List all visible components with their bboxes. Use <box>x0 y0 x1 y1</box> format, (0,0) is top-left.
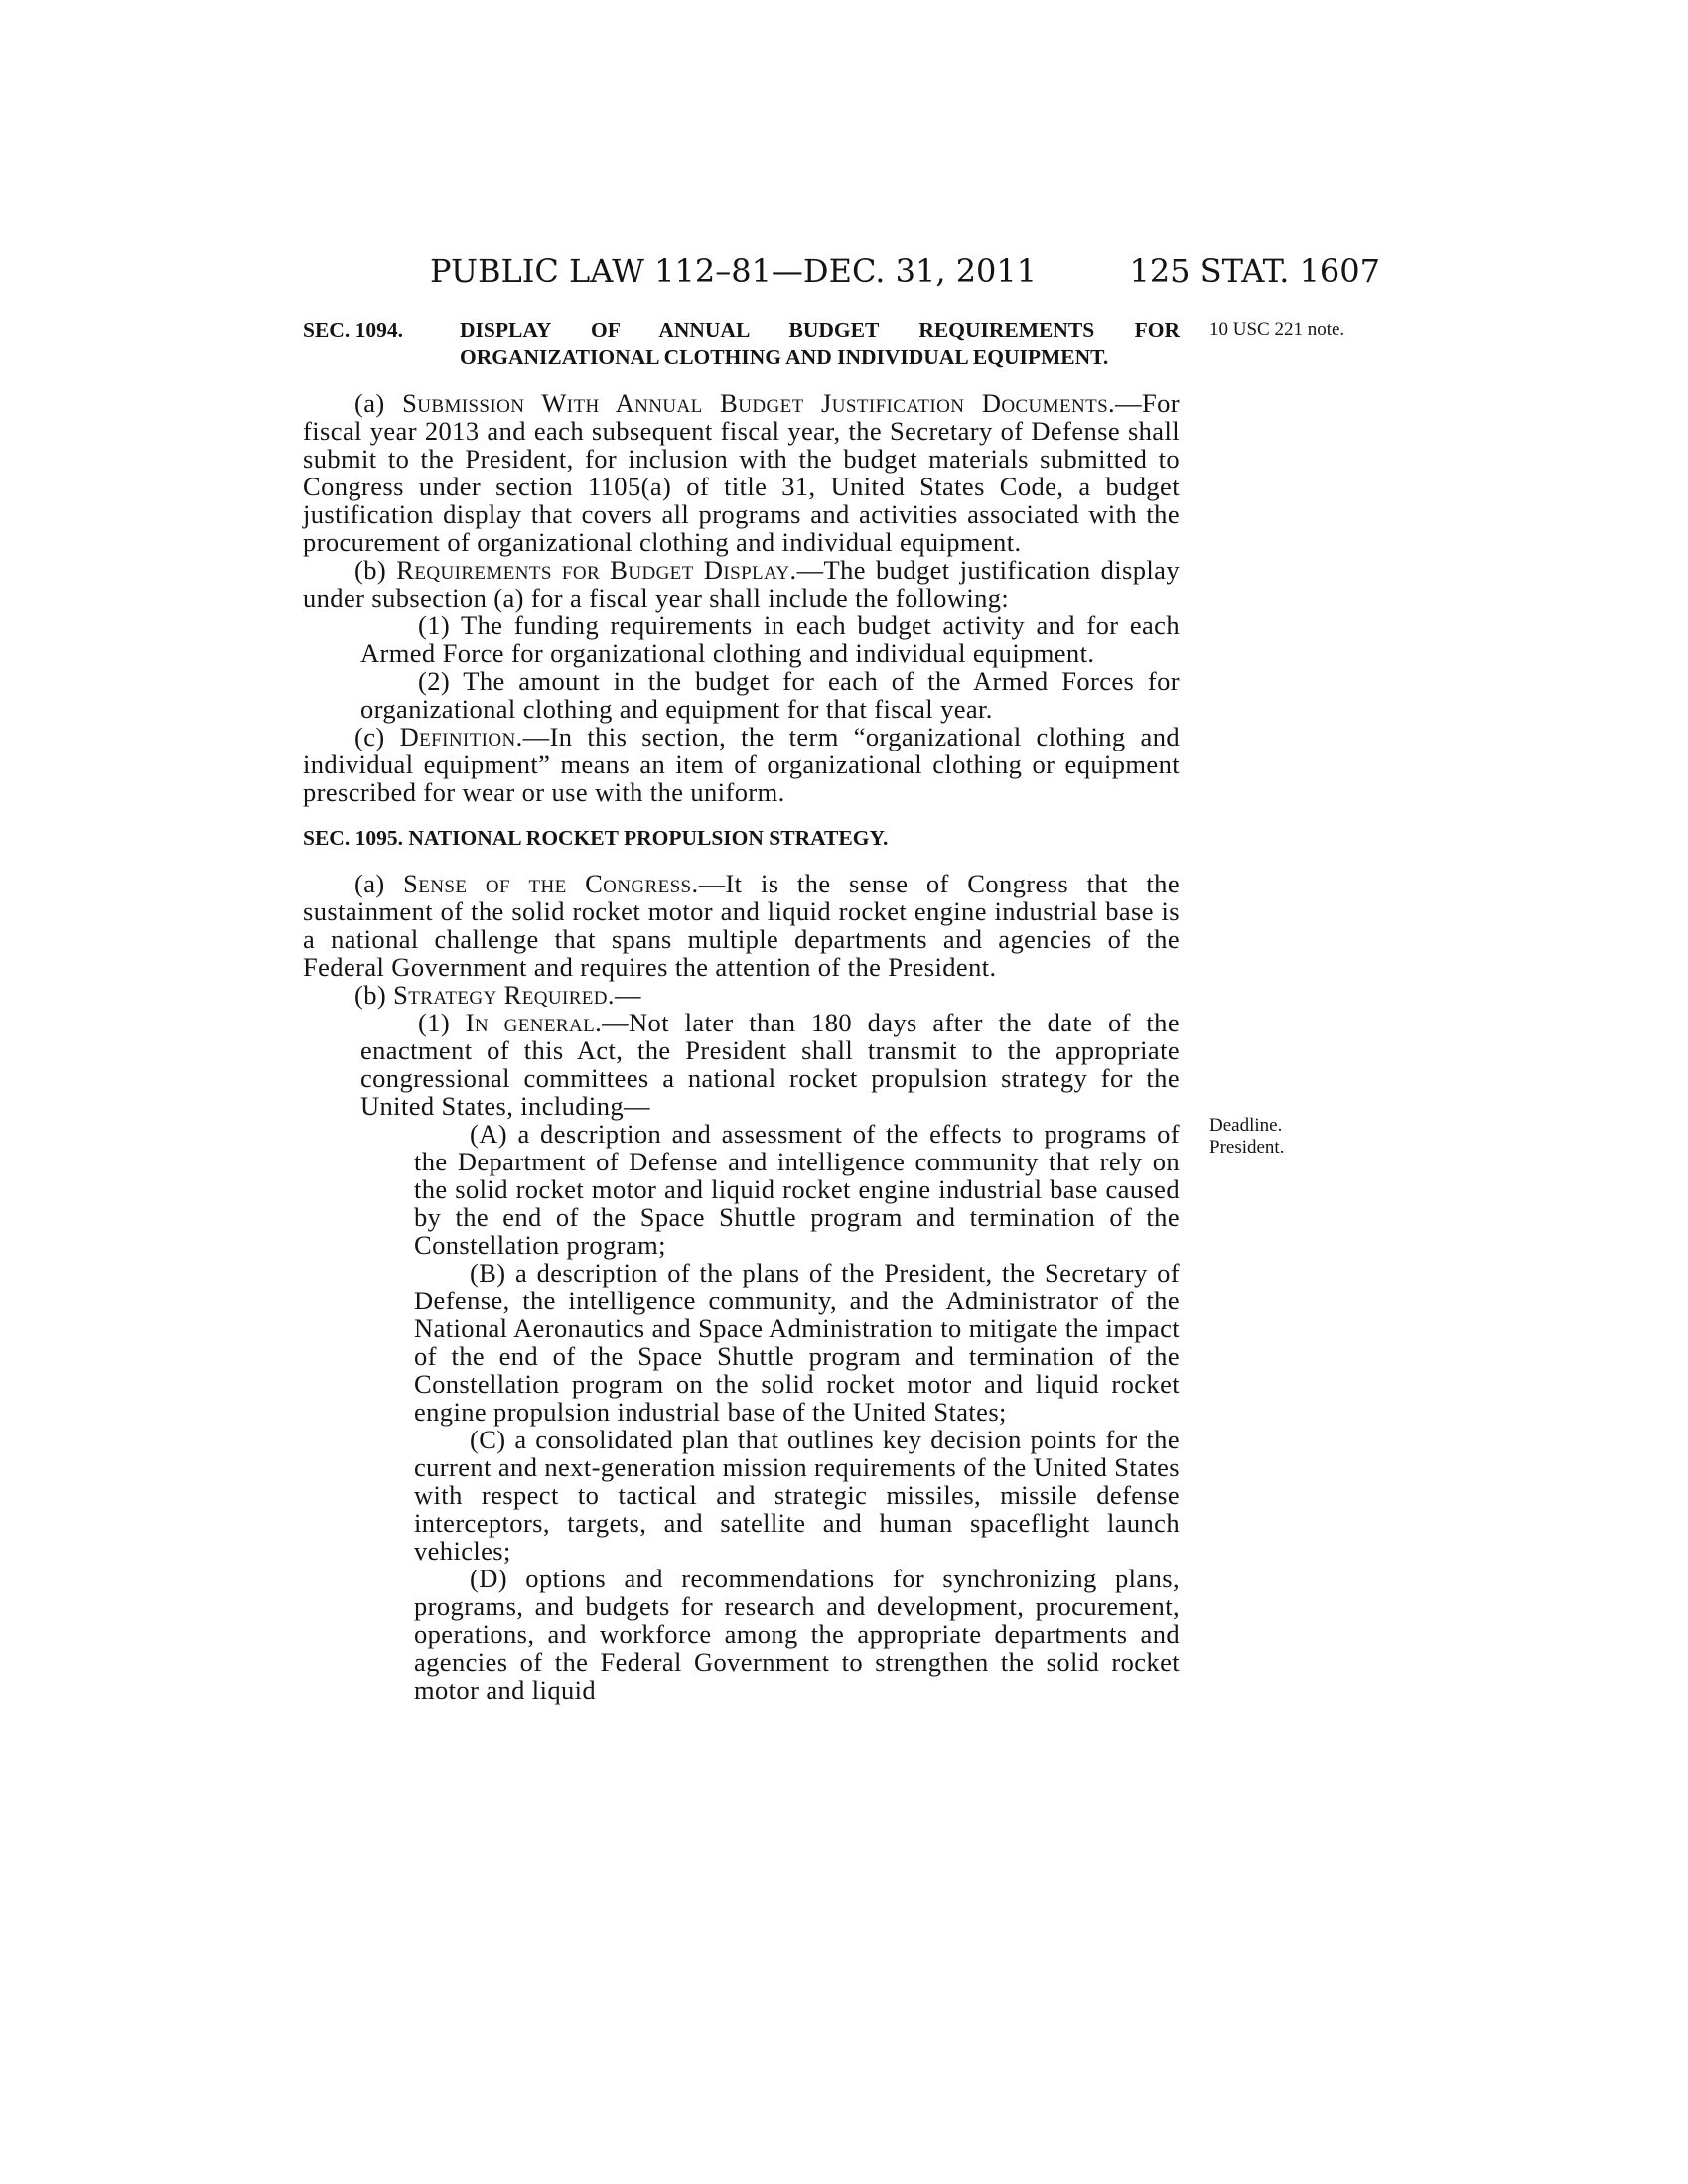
margin-note-usc: 10 USC 221 note. <box>1209 319 1345 340</box>
subsection-heading: Strategy Required. <box>393 980 615 1010</box>
paragraph-heading: In general. <box>465 1008 603 1037</box>
section-1095-heading: SEC. 1095. NATIONAL ROCKET PROPULSION STRATEGY. <box>303 826 889 850</box>
main-column <box>303 316 1180 1704</box>
margin-note-deadline: Deadline. <box>1209 1115 1283 1136</box>
sec-1095-subsection-a <box>303 870 1180 981</box>
subsection-heading: Requirements for Budget Display. <box>396 555 797 585</box>
subsection-text: —In this section, the term “organizational clothing and individual equipment” means an item of organizational clothing or equipment prescribed for wear or use with the uniform. <box>303 722 1180 807</box>
running-title: PUBLIC LAW 112–81—DEC. 31, 2011 <box>430 252 1038 290</box>
subsection-heading: Submission With Annual Budget Justification Documents. <box>402 388 1116 418</box>
sec-1094-paragraph-b2: (2) The amount in the budget for each of the Armed Forces for organizational clothing and equipment for that fiscal year. <box>360 666 1180 724</box>
subsection-label: (a) <box>354 869 385 898</box>
subsection-heading: Definition. <box>399 722 523 751</box>
subsection-label: (c) <box>354 722 385 751</box>
subsection-dash: — <box>614 980 641 1010</box>
sec-1095-subparagraph-A: (A) a description and assessment of the effects to programs of the Department of Defense and intelligence community that rely on the solid rocket motor and liquid rocket engine industrial base caused by the end of the Space Shuttle program and termination of the Constellation program; <box>414 1119 1180 1260</box>
sec-1094-paragraph-b1: (1) The funding requirements in each budget activity and for each Armed Force for organizational clothing and individual equipment. <box>360 611 1180 668</box>
sec-1095-subparagraph-C: (C) a consolidated plan that outlines key decision points for the current and next-generation mission requirements of the United States with respect to tactical and strategic missiles, missile defense interceptors, targets, and satellite and human spaceflight launch vehicles; <box>414 1425 1180 1566</box>
sec-1095-subparagraph-B: (B) a description of the plans of the President, the Secretary of Defense, the intelligence community, and the Administrator of the National Aeronautics and Space Administration to mitigate the impact of the end of the Space Shuttle program and termination of the Constellation program on the solid rocket motor and liquid rocket engine propulsion industrial base of the United States; <box>414 1258 1180 1427</box>
subsection-label: (b) <box>354 555 387 585</box>
sec-1095-paragraph-b1 <box>303 1009 1180 1120</box>
page-stat: 125 STAT. 1607 <box>1129 252 1380 290</box>
section-1094-heading <box>303 316 1180 371</box>
margin-note-president: President. <box>1209 1137 1285 1158</box>
subsection-label: (a) <box>354 388 385 418</box>
sec-1095-subsection-b <box>303 981 1180 1009</box>
section-1094-number: SEC. 1094. <box>303 318 403 341</box>
subsection-text: —It is the sense of Congress that the sustainment of the solid rocket motor and liquid rocket engine industrial base is a national challenge that spans multiple departments and agencies of the Federal Government and requires the attention of the President. <box>303 869 1180 982</box>
section-1094-title: DISPLAY OF ANNUAL BUDGET REQUIREMENTS FOR ORGANIZATIONAL CLOTHING AND INDIVIDUAL EQUIPMENT. <box>460 318 1180 369</box>
subsection-text: —The budget justification display under subsection (a) for a fiscal year shall include the following: <box>303 555 1180 613</box>
subsection-heading: Sense of the Congress. <box>403 869 699 898</box>
paragraph-label: (1) <box>418 1008 451 1037</box>
paragraph-text: —Not later than 180 days after the date of the enactment of this Act, the President shall transmit to the appropriate congressional committees a national rocket propulsion strategy for the United States, including— <box>360 1008 1180 1121</box>
sec-1095-subparagraph-D: (D) options and recommendations for synchronizing plans, programs, and budgets for research and development, procurement, operations, and workforce among the appropriate departments and agencies of the Federal Government to strengthen the solid rocket motor and liquid <box>414 1564 1180 1705</box>
subsection-label: (b) <box>354 980 387 1010</box>
sec-1094-subsection-a <box>303 389 1180 556</box>
subsection-text: —For fiscal year 2013 and each subsequent fiscal year, the Secretary of Defense shall submit to the President, for inclusion with the budget materials submitted to Congress under section 1105(a) of title 31, United States Code, a budget justification display that covers all programs and activities associated with the procurement of organizational clothing and individual equipment. <box>303 388 1181 557</box>
sec-1094-subsection-c <box>303 723 1180 806</box>
running-head <box>303 246 1380 296</box>
sec-1094-subsection-b <box>303 556 1180 612</box>
